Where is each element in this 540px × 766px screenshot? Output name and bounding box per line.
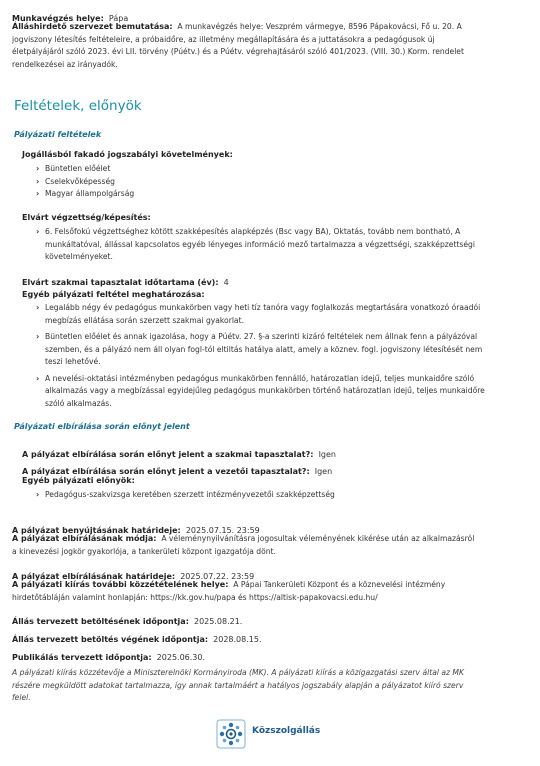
evaluation-method-line: A véleménynyilvánításra jogosultak véleményének kikérése után az alkalmazásról xyxy=(161,534,475,543)
experience-value: 4 xyxy=(223,278,229,287)
advantages-subheading: Pályázati elbírálása során előnyt jelent xyxy=(14,422,190,431)
workplace-label: Munkavégzés helye: xyxy=(12,14,104,23)
education-list xyxy=(36,226,532,264)
announcer-line: rendelkezései az irányadók. xyxy=(12,59,118,69)
chevron-right-icon: › xyxy=(36,189,40,198)
chevron-right-icon: › xyxy=(36,303,40,312)
kozszolgallas-logo-icon xyxy=(214,717,248,751)
other-conditions-label: Egyéb pályázati feltétel meghatározása: xyxy=(22,290,205,299)
conditions-subheading: Pályázati feltételek xyxy=(14,130,102,139)
list-item: › Pedagógus-szakvizsga keretében szerzett intézményvezetői szakképzettség xyxy=(36,489,335,502)
legal-requirements-list xyxy=(36,163,134,201)
announcer-line: jogviszony létesítés feltételeire, a próbaidőre, az illetmény megállapítására és a juttatásokra a pedagógusok új xyxy=(12,34,435,44)
end-date-row xyxy=(12,627,262,646)
experience-row xyxy=(22,270,229,289)
list-item: › Büntetlen előélet xyxy=(36,163,134,176)
announcer-line: A munkavégzés helye: Veszprém vármegye, 8596 Pápakovácsi, Fő u. 20. A xyxy=(177,22,462,31)
start-date-label: Állás tervezett betöltésének időpontja: xyxy=(12,617,189,626)
chevron-right-icon: › xyxy=(36,373,40,383)
publication-date-value: 2025.06.30. xyxy=(156,653,206,662)
publish-place-block xyxy=(12,579,532,604)
evaluation-method-block xyxy=(12,533,532,558)
list-item: › Büntetlen előélet és annak igazolása, hogy a Púétv. 27. §-a szerinti kizáró feltételek nem állnak fenn a pályázóval szemben, és a pályázó nem áll olyan fogl-tól eltiltás hatálya alatt, amely a köznev. fogl. jogviszony létesítését nem teszi lehetővé. xyxy=(36,331,532,369)
lead-experience-label: A pályázat elbírálása során előnyt jelent a vezetői tapasztalat?: xyxy=(22,467,310,476)
chevron-right-icon: › xyxy=(36,164,40,173)
chevron-right-icon: › xyxy=(36,332,40,341)
other-advantages-list xyxy=(36,489,335,502)
publication-date-label: Publikálás tervezett időpontja: xyxy=(12,653,152,662)
legal-requirements-label: Jogállásból fakadó jogszabályi követelmények: xyxy=(22,150,233,159)
publication-date-row xyxy=(12,645,205,664)
lead-experience-value: Igen xyxy=(314,467,333,476)
start-date-row xyxy=(12,609,242,628)
workplace-value: Pápa xyxy=(108,14,129,23)
submit-deadline-label: A pályázat benyújtásának határideje: xyxy=(12,526,181,535)
prof-experience-value: Igen xyxy=(318,450,336,459)
decision-deadline-value: 2025.07.22. 23:59 xyxy=(180,572,255,581)
list-item: › Legalább négy év pedagógus munkakörben vagy heti tíz tanóra vagy foglalkozás megtartására vonatkozó óraadói megbízás ellátása során szerzett szakmai gyakorlat. xyxy=(36,302,532,327)
publish-place-label: A pályázati kiírás további közzétételének helye: xyxy=(12,580,229,589)
announcer-line: életpályájáról szóló 2023. évi LII. törvény (Púétv.) és a Púétv. végrehajtásáról szóló 401/2023. (VIII. 30.) Korm. rendelet xyxy=(12,47,464,56)
list-item: › Cselekvőképesség xyxy=(36,176,134,189)
evaluation-method-label: A pályázat elbírálásának módja: xyxy=(12,534,157,543)
submit-deadline-value: 2025.07.15. 23:59 xyxy=(185,526,260,535)
education-label: Elvárt végzettség/képesítés: xyxy=(22,213,151,222)
announcer-label: Álláshirdető szervezet bemutatása: xyxy=(12,22,173,31)
other-advantages-label: Egyéb pályázati előnyök: xyxy=(22,476,135,485)
chevron-right-icon: › xyxy=(36,176,40,186)
list-item: › A nevelési-oktatási intézményben pedagógus munkakörben fennálló, határozatlan idejű, teljes munkaidőre szóló alkalmazás vagy a megbízással egyidejűleg pedagógus munkakörben történő határozatlan idejű, teljes munkaidőre szóló alkalmazás. xyxy=(36,373,532,411)
publish-place-line: hirdetőtábláján valamint honlapján: https://kk.gov.hu/papa és https://altisk-papakovacsi.edu.hu/ xyxy=(12,592,378,602)
chevron-right-icon: › xyxy=(36,490,40,499)
list-item: › 6. Felsőfokú végzettséghez kötött szakképesítés alapképzés (Bsc vagy BA), Oktatás, tovább nem bontható, A munkáltatóval, állással kapcsolatos egyéb lényeges információ mező tartalmazza a végzettségi, szakképzettségi követelményeket. xyxy=(36,226,532,264)
announcer-block xyxy=(12,21,532,71)
evaluation-method-line: a kinevezési jogkör gyakorlója, a tankerületi központ igazgatója dönt. xyxy=(12,546,276,556)
footnote: A pályázati kiírás közzétevője a Miniszterelnöki Kormányiroda (MK). A pályázati kiírás a közigazgatási szerv által az MK részére megküldött adatokat tartalmazza, így annak tartalmáért a hatályos jogszabály alapján a pályázatot kiíró szerv felel. xyxy=(12,668,464,702)
other-conditions-list xyxy=(36,302,532,410)
publish-place-line: A Pápai Tankerületi Központ és a köznevelési intézmény xyxy=(233,580,446,589)
prof-experience-label: A pályázat elbírálása során előnyt jelent a szakmai tapasztalat?: xyxy=(22,450,314,459)
chevron-right-icon: › xyxy=(36,227,40,236)
start-date-value: 2025.08.21. xyxy=(194,617,243,626)
experience-label: Elvárt szakmai tapasztalat időtartama (év): xyxy=(22,278,219,287)
kozszolgallas-logo[interactable] xyxy=(212,716,328,752)
decision-deadline-label: A pályázat elbírálásának határideje: xyxy=(12,572,176,581)
end-date-label: Állás tervezett betöltés végének időpontja: xyxy=(12,635,209,644)
list-item: › Magyar állampolgárság xyxy=(36,188,134,201)
logo-text: Közszolgállás xyxy=(252,726,321,736)
end-date-value: 2028.08.15. xyxy=(213,635,262,644)
section-title: Feltételek, előnyök xyxy=(14,98,142,114)
